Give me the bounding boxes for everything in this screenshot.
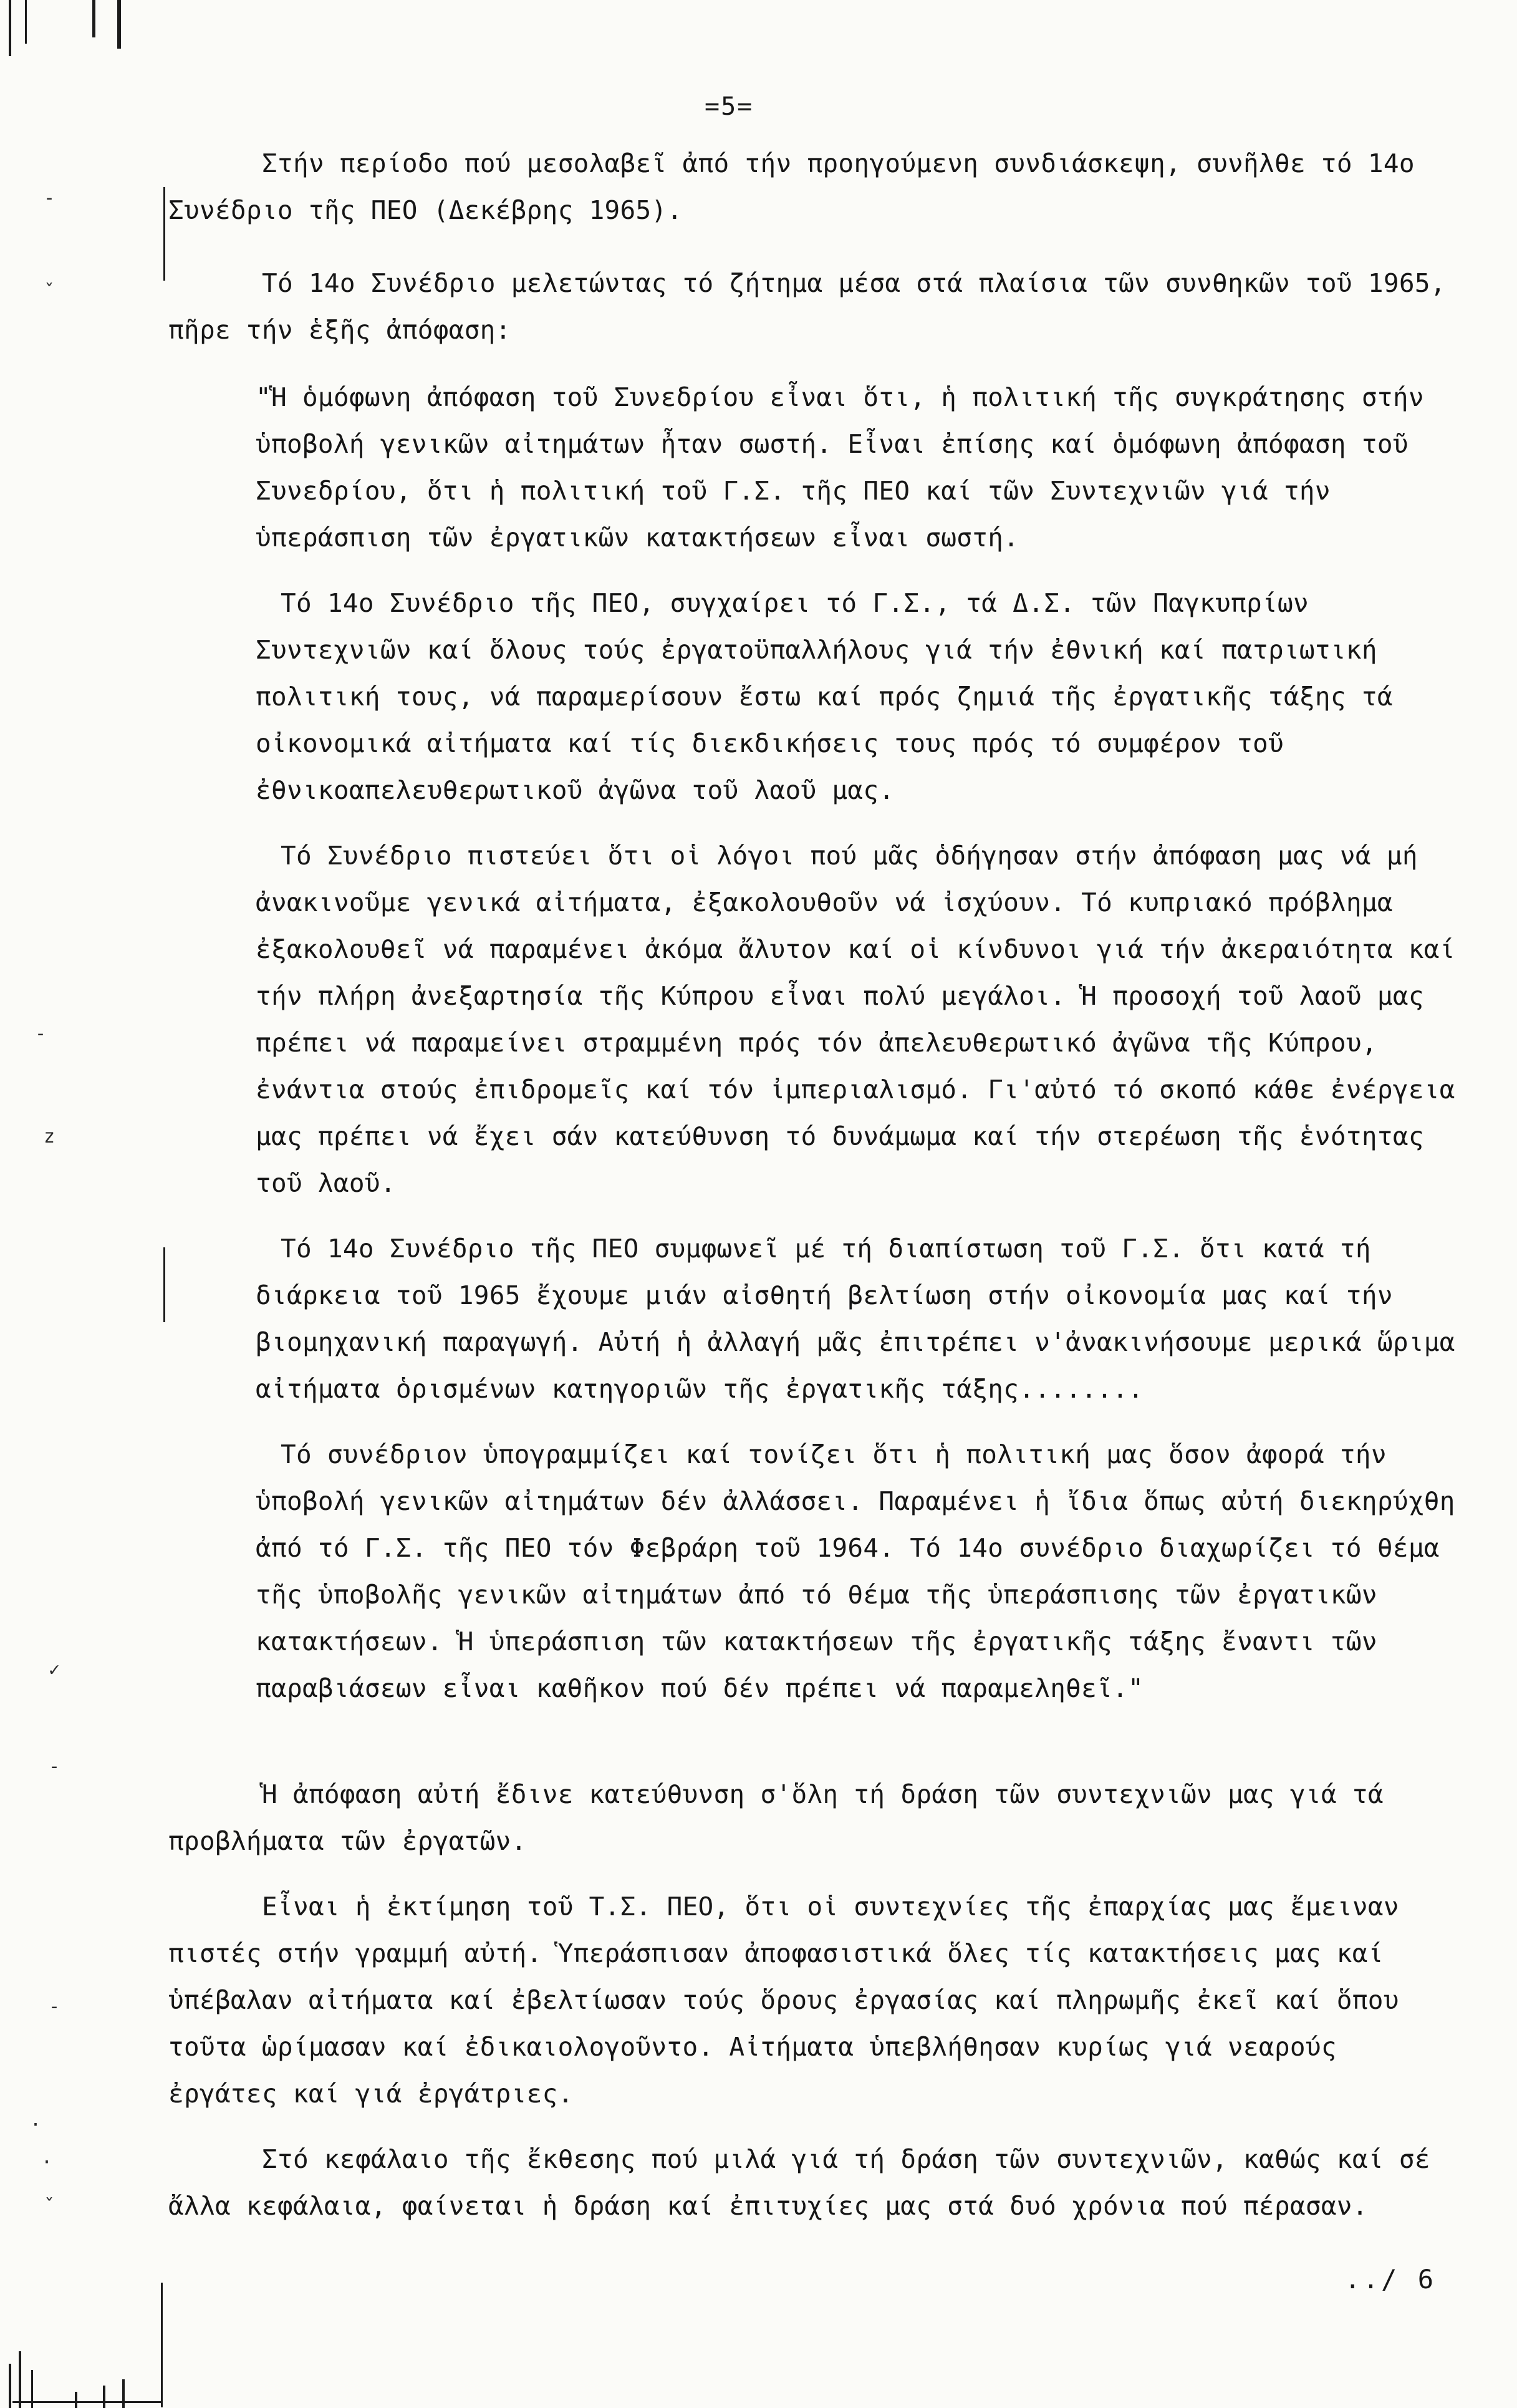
left-margin-scan-marks: - ˇ - z ✓ - - · · ˇ (0, 0, 162, 2408)
closing-section (168, 1771, 1459, 2230)
closing-paragraph: Στό κεφάλαιο τῆς ἔκθεσης πού μιλά γιά τή δράση τῶν συντεχνιῶν, καθώς καί σέ ἄλλα κεφάλαια, φαίνεται ἡ δράση καί ἐπιτυχίες μας στά δυό χρόνια πού πέρασαν. (168, 2144, 1430, 2221)
quote-paragraph: Τό συνέδριον ὑπογραμμίζει καί τονίζει ὅτι ἡ πολιτική μας ὅσον ἀφορά τήν ὑποβολή γενικῶν αἰτημάτων δέν ἀλλάσσει. Παραμένει ἡ ἴδια ὅπως αὐτή διεκηρύχθη ἀπό τό Γ.Σ. τῆς ΠΕΟ τόν Φεβράρη τοῦ 1964. Τό 14ο συνέδριο διαχωρίζει τό θέμα τῆς ὑποβολῆς γενικῶν αἰτημάτων ἀπό τό θέμα τῆς ὑπεράσπισης τῶν ἐργατικῶν κατακτήσεων. Ἡ ὑπεράσπιση τῶν κατακτήσεων τῆς ἐργατικῆς τάξης ἔναντι τῶν παραβιάσεων εἶναι καθῆκον πού δέν πρέπει νά παραμεληθεῖ." (256, 1439, 1455, 1703)
closing-paragraph: Ἡ ἀπόφαση αὐτή ἔδινε κατεύθυνση σ'ὅλη τή δράση τῶν συντεχνιῶν μας γιά τά προβλήματα τῶν ἐργατῶν. (168, 1779, 1384, 1856)
quote-paragraph: Τό Συνέδριο πιστεύει ὅτι οἱ λόγοι πού μᾶς ὁδήγησαν στήν ἀπόφαση μας νά μή ἀνακινοῦμε γενικά αἰτήματα, ἐξακολουθοῦν νά ἰσχύουν. Τό κυπριακό πρόβλημα ἐξακολουθεῖ νά παραμένει ἀκόμα ἄλυτον καί οἱ κίνδυνοι γιά τήν ἀκεραιότητα καί τήν πλήρη ἀνεξαρτησία τῆς Κύπρου εἶναι πολύ μεγάλοι. Ἡ προσοχή τοῦ λαοῦ μας πρέπει νά παραμείνει στραμμένη πρός τόν ἀπελευθερωτικό ἀγῶνα τῆς Κύπρου, ἐνάντια στούς ἐπιδρομεῖς καί τόν ἰμπεριαλισμό. Γι'αὐτό τό σκοπό κάθε ἐνέργεια μας πρέπει νά ἔχει σάν κατεύθυνση τό δυνάμωμα καί τήν στερέωση τῆς ἑνότητας τοῦ λαοῦ. (256, 841, 1455, 1198)
quote-paragraph: "Ἡ ὁμόφωνη ἀπόφαση τοῦ Συνεδρίου εἶναι ὅτι, ἡ πολιτική τῆς συγκράτησης στήν ὑποβολή γενικῶν αἰτημάτων ἦταν σωστή. Εἶναι ἐπίσης καί ὁμόφωνη ἀπόφαση τοῦ Συνεδρίου, ὅτι ἡ πολιτική τοῦ Γ.Σ. τῆς ΠΕΟ καί τῶν Συντεχνιῶν γιά τήν ὑπεράσπιση τῶν ἐργατικῶν κατακτήσεων εἶναι σωστή. (256, 382, 1424, 553)
intro-paragraph: Τό 14ο Συνέδριο μελετώντας τό ζήτημα μέσα στά πλαίσια τῶν συνθηκῶν τοῦ 1965, πῆρε τήν ἑξῆς ἀπόφαση: (168, 268, 1446, 345)
closing-paragraph: Εἶναι ἡ ἐκτίμηση τοῦ Τ.Σ. ΠΕΟ, ὅτι οἱ συντεχνίες τῆς ἐπαρχίας μας ἔμειναν πιστές στήν γραμμή αὐτή. Ὑπεράσπισαν ἀποφασιστικά ὅλες τίς κατακτήσεις μας καί ὑπέβαλαν αἰτήματα καί ἐβελτίωσαν τούς ὅρους ἐργασίας καί πληρωμῆς ἐκεῖ καί ὅπου τοῦτα ὡρίμασαν καί ἐδικαιολογοῦντο. Αἰτήματα ὑπεβλήθησαν κυρίως γιά νεαρούς ἐργάτες καί γιά ἐργάτριες. (168, 1892, 1399, 2109)
quote-paragraph: Τό 14ο Συνέδριο τῆς ΠΕΟ, συγχαίρει τό Γ.Σ., τά Δ.Σ. τῶν Παγκυπρίων Συντεχνιῶν καί ὅλους τούς ἐργατοϋπαλλήλους γιά τήν ἐθνική καί πατριωτική πολιτική τους, νά παραμερίσουν ἔστω καί πρός ζημιά τῆς ἐργατικῆς τάξης τά οἰκονομικά αἰτήματα καί τίς διεκδικήσεις τους πρός τό συμφέρον τοῦ ἐθνικοαπελευθερωτικοῦ ἀγῶνα τοῦ λαοῦ μας. (256, 588, 1393, 805)
page-number: =5= (705, 92, 754, 121)
intro-paragraph: Στήν περίοδο πού μεσολαβεῖ ἀπό τήν προηγούμενη συνδιάσκεψη, συνῆλθε τό 14ο Συνέδριο τῆς ΠΕΟ (Δεκέβρης 1965). (168, 148, 1415, 225)
intro-section (168, 140, 1459, 354)
congress-resolution-quote (256, 374, 1471, 1712)
quote-paragraph: Τό 14ο Συνέδριο τῆς ΠΕΟ συμφωνεῖ μέ τή διαπίστωση τοῦ Γ.Σ. ὅτι κατά τή διάρκεια τοῦ 1965 ἔχουμε μιάν αἰσθητή βελτίωση στήν οἰκονομία μας καί τήν βιομηχανική παραγωγή. Αὐτή ἡ ἀλλαγή μᾶς ἐπιτρέπει ν'ἀνακινήσουμε μερικά ὥριμα αἰτήματα ὁρισμένων κατηγοριῶν τῆς ἐργατικῆς τάξης........ (256, 1234, 1455, 1404)
continued-page-ref: ../ 6 (1344, 2264, 1436, 2294)
